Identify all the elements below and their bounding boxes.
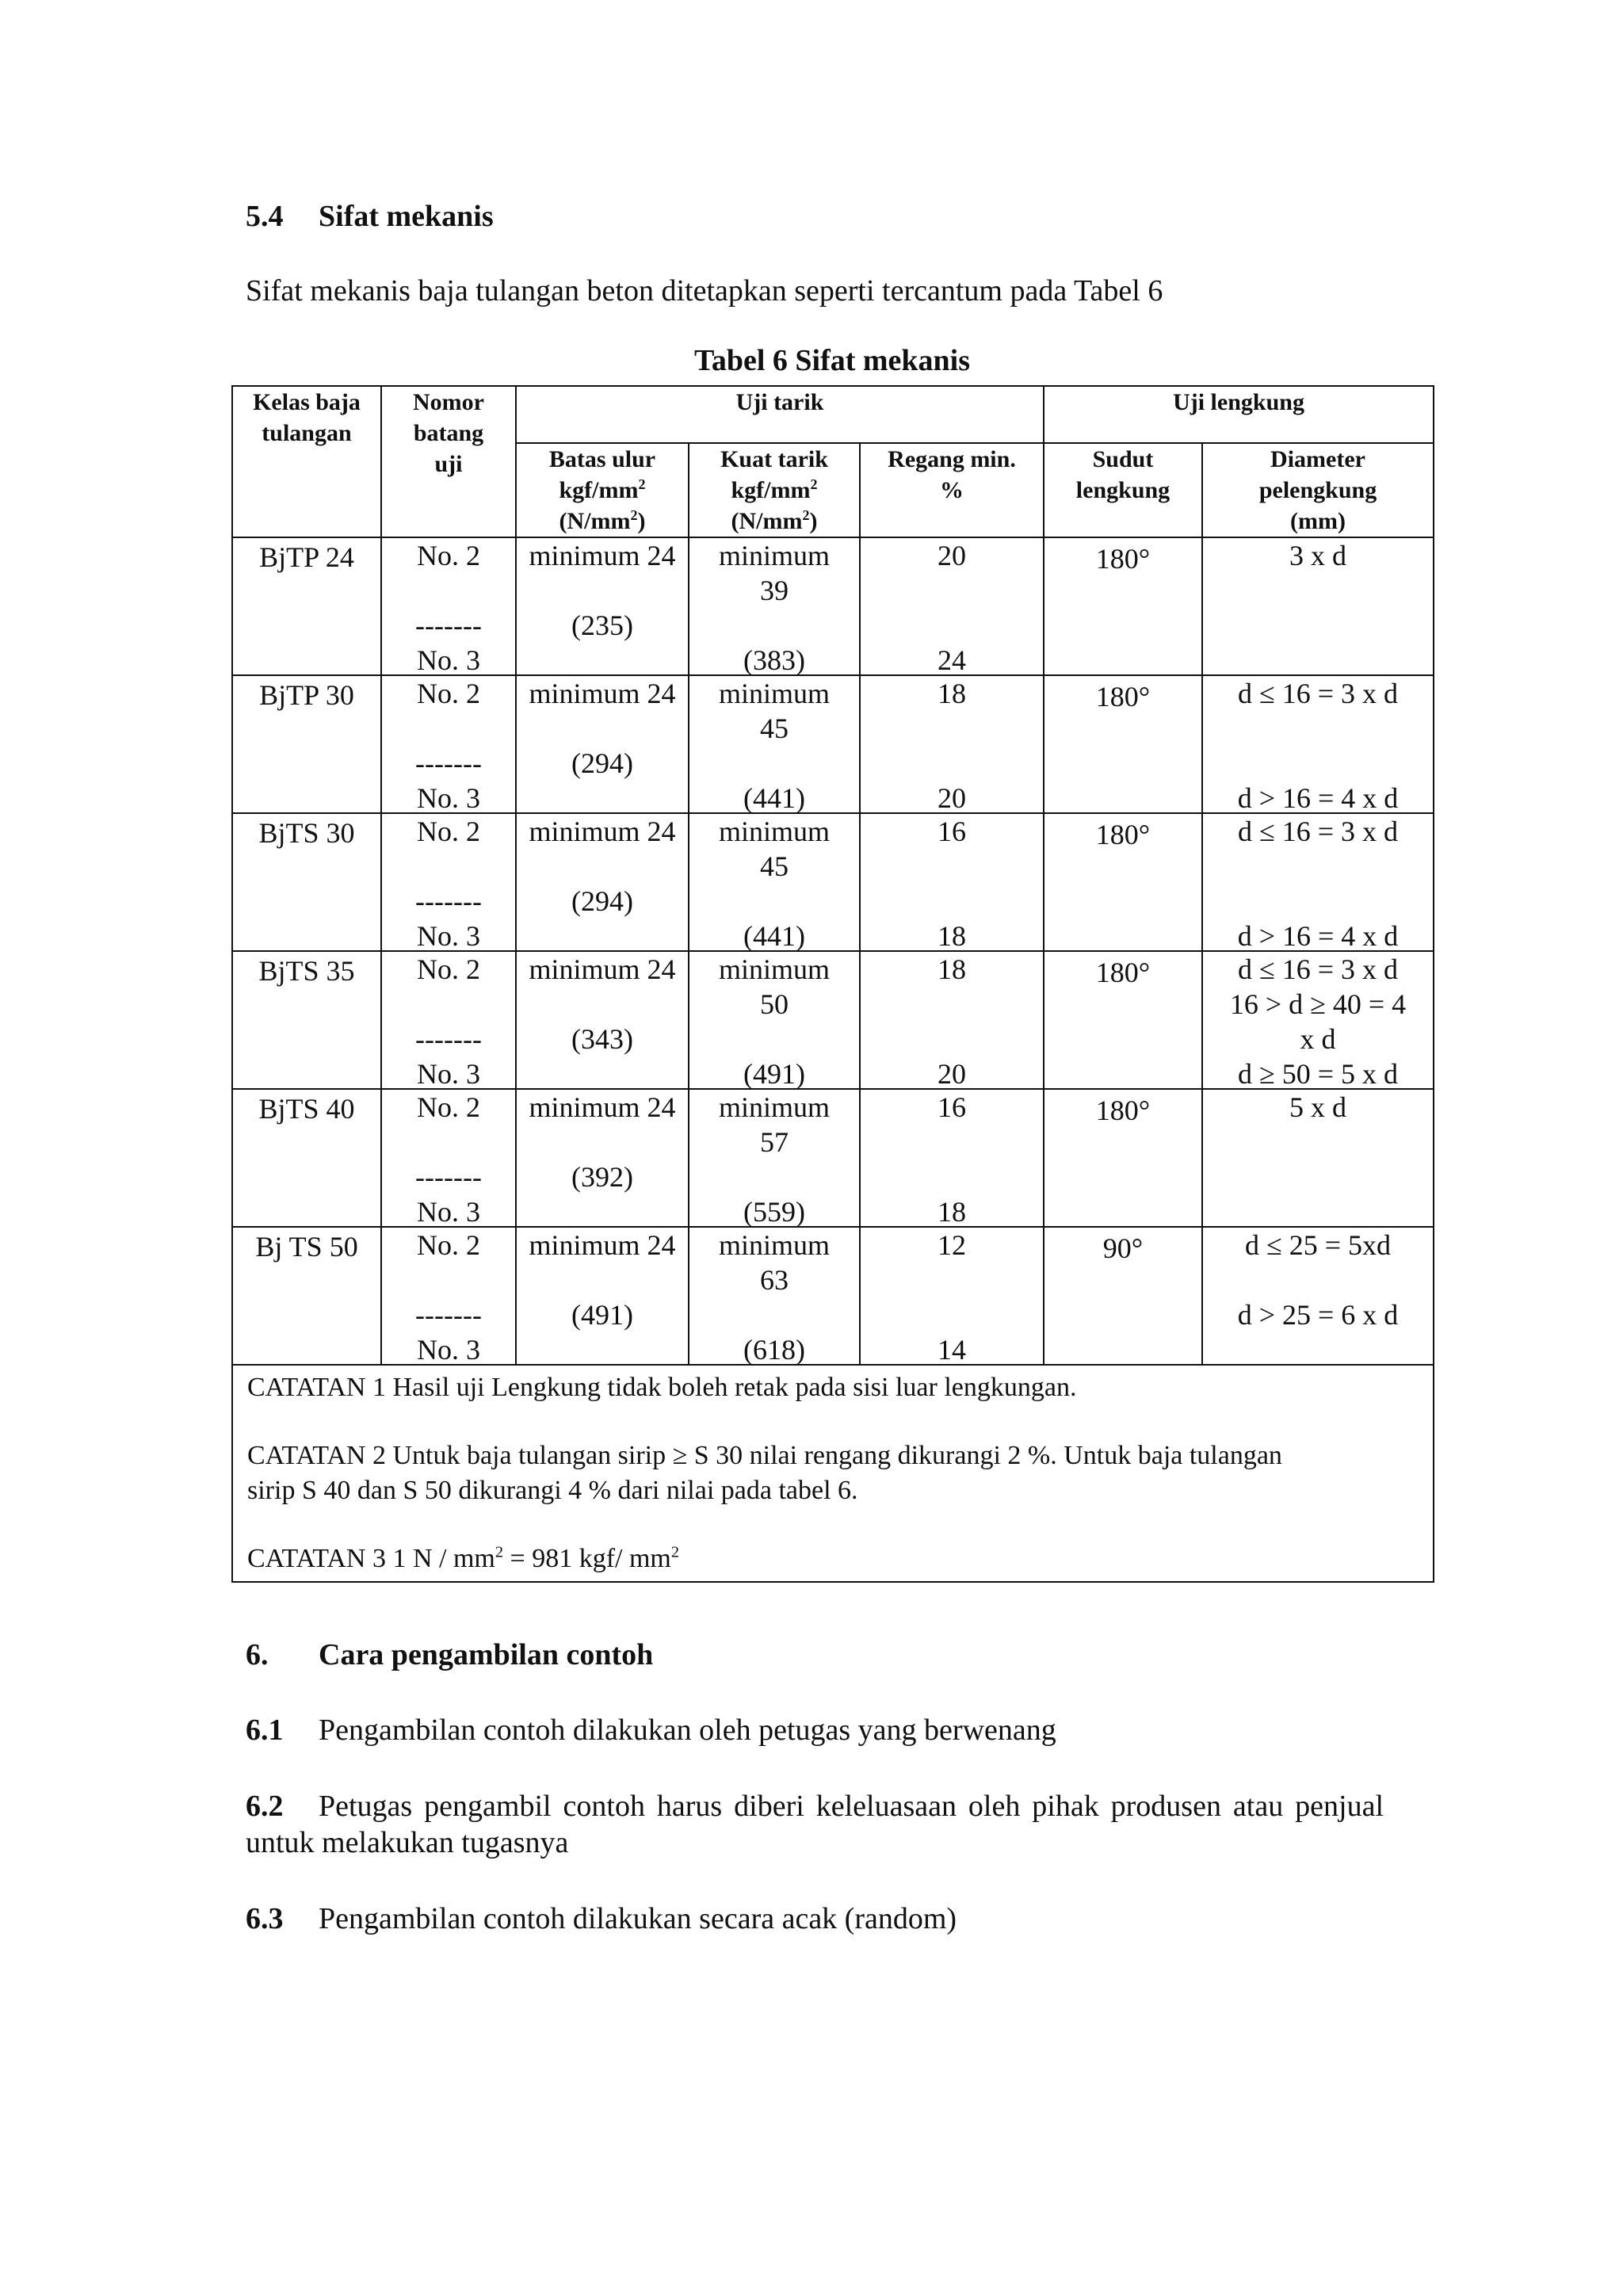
note-2-line-1: CATATAN 2 Untuk baja tulangan sirip ≥ S 30 nilai rengang dikurangi 2 %. Untuk baja tulangan <box>247 1441 1282 1470</box>
table-row <box>232 1227 1434 1365</box>
header-nomor: Nomor batang uji <box>381 386 516 537</box>
cell-kuat-tarik: minimum 63 (618) <box>689 1227 860 1365</box>
cell-kelas: BjTP 24 <box>232 537 381 675</box>
cell-nomor: No. 2 ------- No. 3 <box>381 1089 516 1227</box>
cell-regang: 12 14 <box>860 1227 1044 1365</box>
header-sudut: Sudut lengkung <box>1044 443 1202 537</box>
section-6-heading: 6. Cara pengambilan contoh <box>246 1638 654 1671</box>
header-uji-tarik: Uji tarik <box>516 386 1044 443</box>
cell-regang: 20 24 <box>860 537 1044 675</box>
paragraph-6-3: 6.3 Pengambilan contoh dilakukan secara acak (random) <box>246 1902 957 1935</box>
cell-kuat-tarik: minimum 39 (383) <box>689 537 860 675</box>
cell-kuat-tarik: minimum 50 (491) <box>689 951 860 1089</box>
header-kelas: Kelas baja tulangan <box>232 386 381 537</box>
note-3: CATATAN 3 1 $N / mm^2 = 981$ kgf/ $mm^2$ <box>247 1543 680 1573</box>
cell-batas-ulur: minimum 24 (294) <box>516 813 689 951</box>
cell-diameter: d ≤ 16 = 3 x d 16 > d ≥ 40 = 4 x d d ≥ 50 = 5 x d <box>1202 951 1434 1089</box>
cell-diameter: d ≤ 16 = 3 x d d > 16 = 4 x d <box>1202 675 1434 813</box>
table-body <box>232 537 1434 1365</box>
cell-nomor: No. 2 ------- No. 3 <box>381 1227 516 1365</box>
table-row <box>232 1089 1434 1227</box>
cell-batas-ulur: minimum 24 (491) <box>516 1227 689 1365</box>
header-diameter: Diameter pelengkung (mm) <box>1202 443 1434 537</box>
paragraph-6-2: 6.2 Petugas pengambil contoh harus diberi keleluasaan oleh pihak produsen atau penjual untuk melakukan tugasnya <box>246 1790 1384 1859</box>
cell-regang: 16 18 <box>860 1089 1044 1227</box>
cell-regang: 18 20 <box>860 951 1044 1089</box>
table-notes <box>232 1365 1434 1582</box>
cell-kelas: BjTS 35 <box>232 951 381 1089</box>
header-kuat-tarik: Kuat tarik kgf/$mm^2$ $(N/mm^2)$ <box>689 443 860 537</box>
cell-sudut: 180° <box>1044 675 1202 813</box>
table-row <box>232 951 1434 1089</box>
cell-kelas: Bj TS 50 <box>232 1227 381 1365</box>
cell-regang: 18 20 <box>860 675 1044 813</box>
section-5-4-heading <box>246 198 494 235</box>
section-number: 5.4 <box>246 200 284 233</box>
cell-kuat-tarik: minimum 57 (559) <box>689 1089 860 1227</box>
cell-nomor: No. 2 ------- No. 3 <box>381 813 516 951</box>
cell-sudut: 180° <box>1044 537 1202 675</box>
cell-kuat-tarik: minimum 45 (441) <box>689 813 860 951</box>
header-batas-ulur: Batas ulur kgf/$mm^2$ $(N/mm^2)$ <box>516 443 689 537</box>
mechanical-properties-table <box>231 385 1434 1583</box>
cell-diameter: 3 x d <box>1202 537 1434 675</box>
cell-nomor: No. 2 ------- No. 3 <box>381 537 516 675</box>
cell-kelas: BjTS 30 <box>232 813 381 951</box>
cell-batas-ulur: minimum 24 (235) <box>516 537 689 675</box>
section-title: Sifat mekanis <box>319 200 494 233</box>
table-row <box>232 537 1434 675</box>
table-row <box>232 813 1434 951</box>
cell-sudut: 180° <box>1044 1089 1202 1227</box>
cell-diameter: d ≤ 16 = 3 x d d > 16 = 4 x d <box>1202 813 1434 951</box>
cell-regang: 16 18 <box>860 813 1044 951</box>
cell-diameter: d ≤ 25 = 5xd d > 25 = 6 x d <box>1202 1227 1434 1365</box>
cell-sudut: 180° <box>1044 951 1202 1089</box>
table-caption: Tabel 6 Sifat mekanis <box>693 344 971 377</box>
cell-diameter: 5 x d <box>1202 1089 1434 1227</box>
cell-kuat-tarik: minimum 45 (441) <box>689 675 860 813</box>
cell-nomor: No. 2 ------- No. 3 <box>381 675 516 813</box>
cell-kelas: BjTP 30 <box>232 675 381 813</box>
intro-paragraph: Sifat mekanis baja tulangan beton ditetapkan seperti tercantum pada Tabel 6 <box>246 274 1163 308</box>
header-regang: Regang min. % <box>860 443 1044 537</box>
cell-sudut: 180° <box>1044 813 1202 951</box>
cell-batas-ulur: minimum 24 (392) <box>516 1089 689 1227</box>
cell-batas-ulur: minimum 24 (294) <box>516 675 689 813</box>
note-2-line-2: sirip S 40 dan S 50 dikurangi 4 % dari nilai pada tabel 6. <box>247 1476 858 1505</box>
cell-sudut: 90° <box>1044 1227 1202 1365</box>
cell-kelas: BjTS 40 <box>232 1089 381 1227</box>
table-row <box>232 675 1434 813</box>
note-1: CATATAN 1 Hasil uji Lengkung tidak boleh retak pada sisi luar lengkungan. <box>247 1373 1077 1402</box>
cell-batas-ulur: minimum 24 (343) <box>516 951 689 1089</box>
paragraph-6-1: 6.1 Pengambilan contoh dilakukan oleh petugas yang berwenang <box>246 1713 1056 1747</box>
header-uji-lengkung: Uji lengkung <box>1044 386 1434 443</box>
cell-nomor: No. 2 ------- No. 3 <box>381 951 516 1089</box>
